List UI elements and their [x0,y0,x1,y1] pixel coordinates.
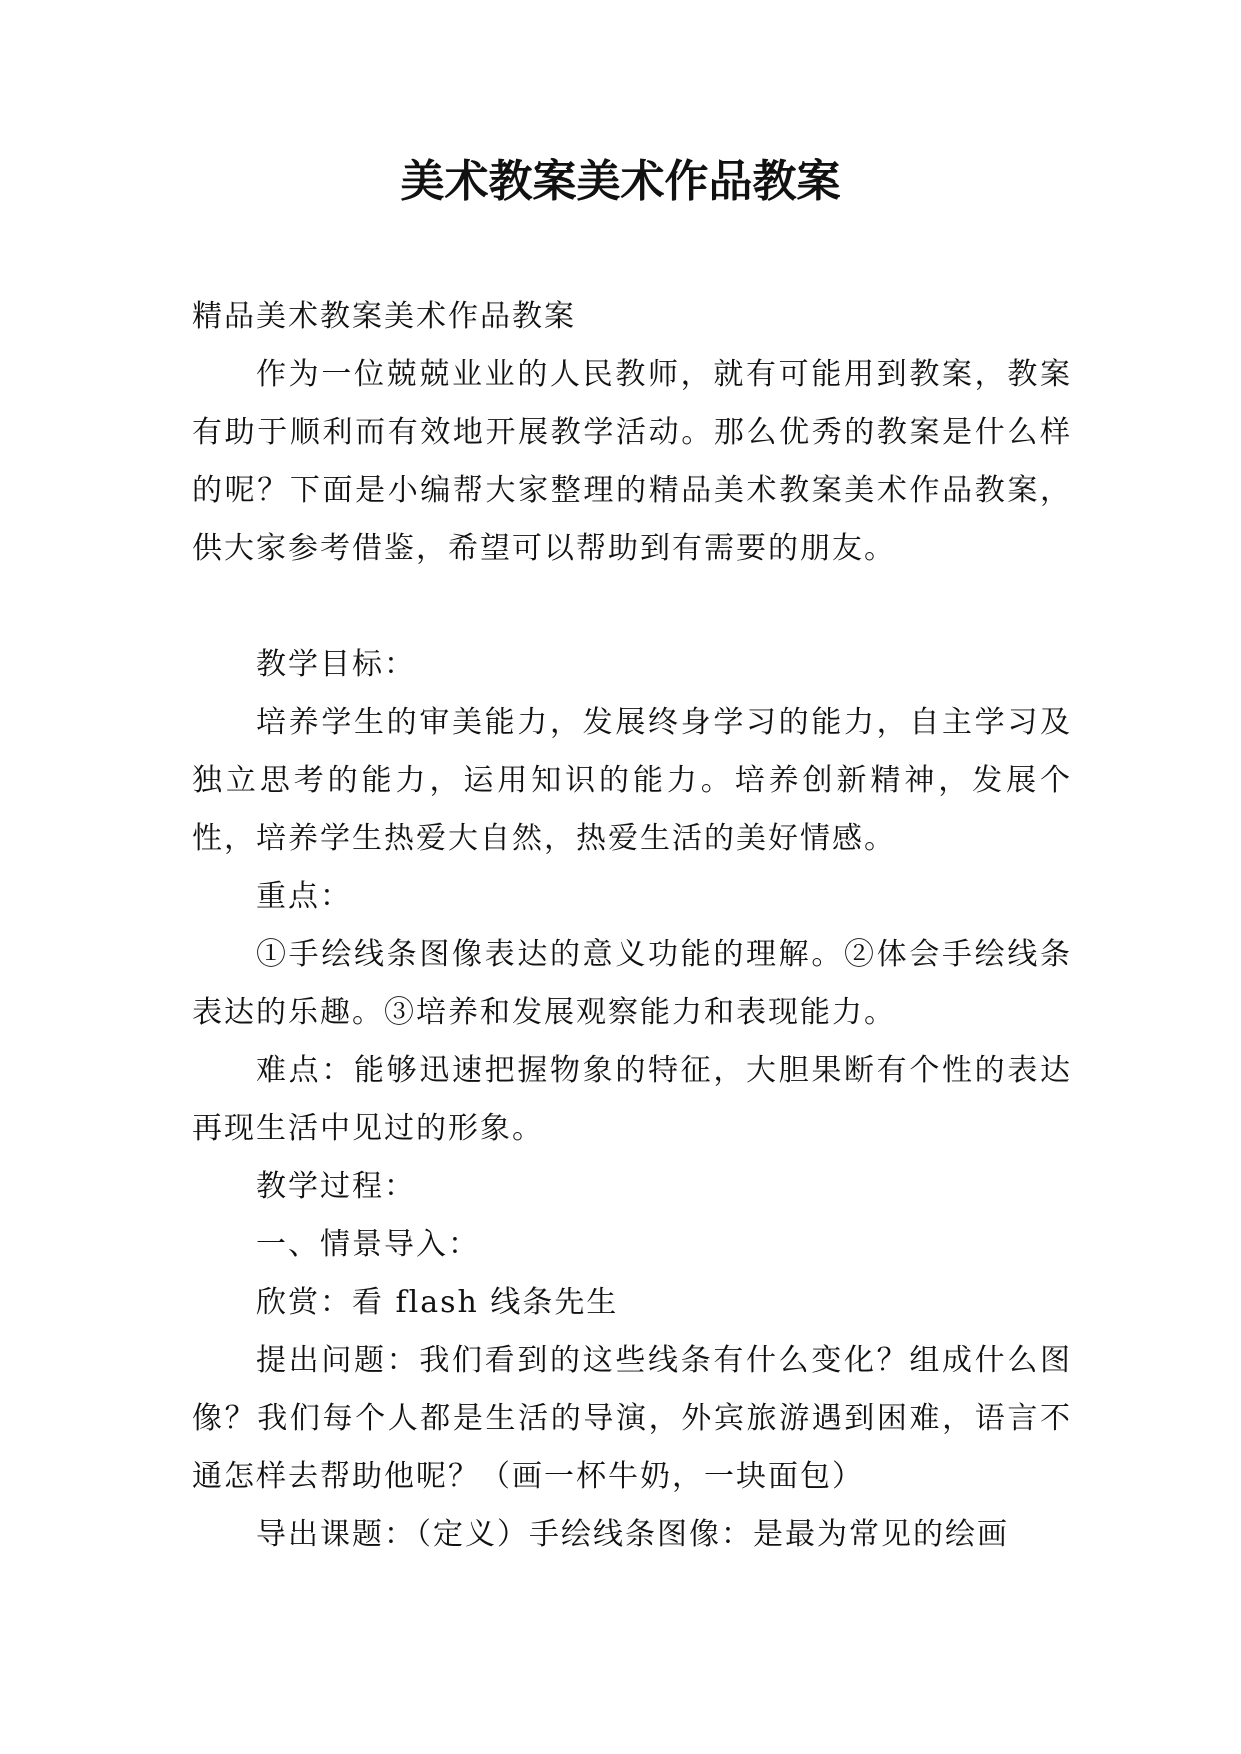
teaching-goal-heading: 教学目标： [256,647,416,682]
document-body [192,288,1072,1564]
appreciation-paragraph: 欣赏：看 flash 线条先生 [256,1285,619,1320]
intro-paragraph: 作为一位兢兢业业的人民教师，就有可能用到教案，教案有助于顺利而有效地开展教学活动。那么优秀的教案是什么样的呢？下面是小编帮大家整理的精品美术教案美术作品教案，供大家参考借鉴，希望可以帮助到有需要的朋友。 [192,357,1072,566]
step-one-heading: 一、情景导入： [256,1227,480,1262]
paragraph-spacer [192,578,1072,636]
teaching-goal-paragraph: 培养学生的审美能力，发展终身学习的能力，自主学习及独立思考的能力，运用知识的能力。培养创新精神，发展个性，培养学生热爱大自然，热爱生活的美好情感。 [192,705,1072,856]
document-subtitle: 精品美术教案美术作品教案 [192,299,576,334]
key-point-paragraph: ①手绘线条图像表达的意义功能的理解。②体会手绘线条表达的乐趣。③培养和发展观察能力和表现能力。 [192,937,1072,1030]
page-title: 美术教案美术作品教案 [400,156,841,207]
teaching-process-heading: 教学过程： [256,1169,416,1204]
difficulty-paragraph: 难点：能够迅速把握物象的特征，大胆果断有个性的表达再现生活中见过的形象。 [192,1053,1072,1146]
topic-paragraph: 导出课题：（定义）手绘线条图像：是最为常见的绘画 [256,1517,1009,1552]
question-paragraph: 提出问题：我们看到的这些线条有什么变化？组成什么图像？我们每个人都是生活的导演，外宾旅游遇到困难，语言不通怎样去帮助他呢？（画一杯牛奶，一块面包） [192,1343,1072,1494]
key-point-heading: 重点： [256,879,352,914]
